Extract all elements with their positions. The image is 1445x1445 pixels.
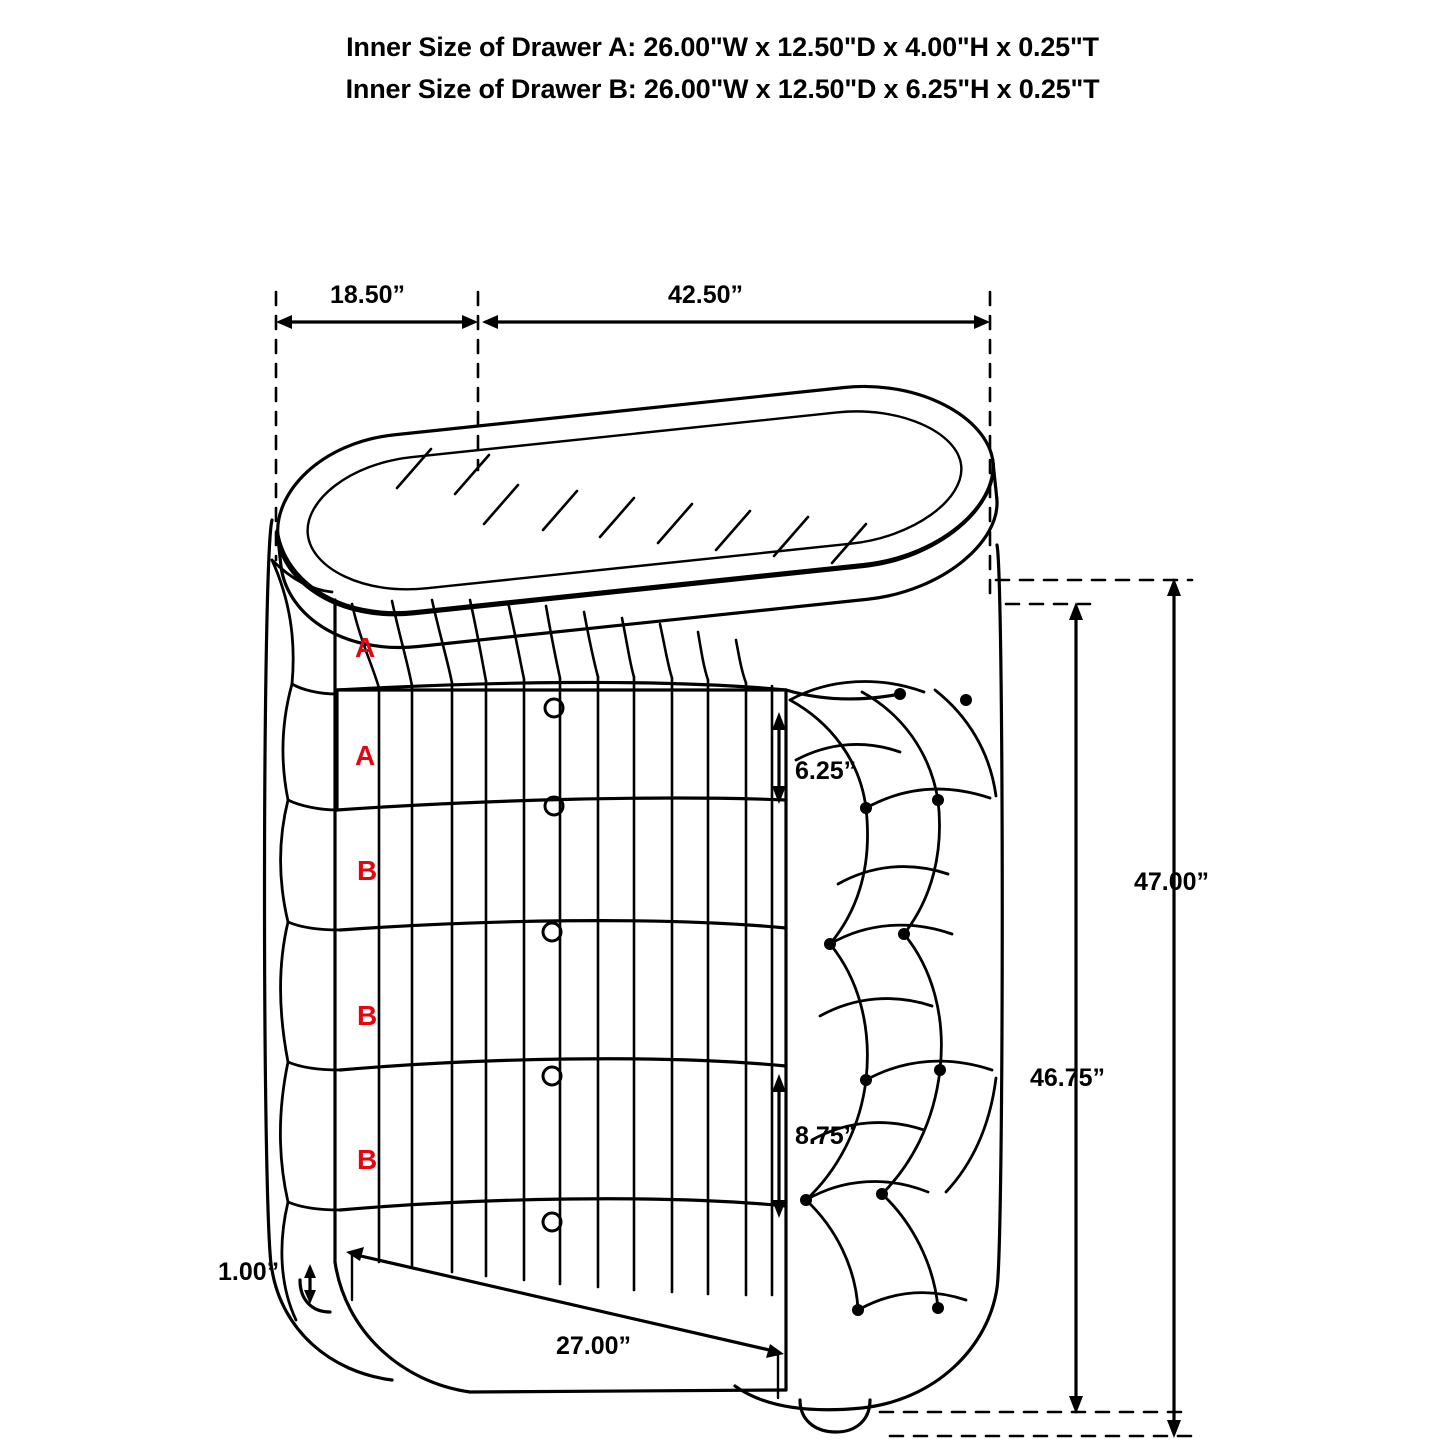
dimension-front-width: 27.00” xyxy=(556,1332,632,1360)
dimension-drawer-a-height: 6.25” xyxy=(795,757,857,785)
drawer-label-2: A xyxy=(355,740,376,771)
dimension-total-height: 47.00” xyxy=(1134,868,1210,896)
drawer-label-1: A xyxy=(355,632,376,663)
drawer-a-inner-size-text: Inner Size of Drawer A: 26.00"W x 12.50"D x 4.00"H x 0.25"T xyxy=(346,32,1099,62)
dimension-body-height: 46.75” xyxy=(1030,1064,1106,1092)
dimension-top-right: 42.50” xyxy=(668,281,744,309)
drawer-label-4: B xyxy=(357,1000,378,1031)
drawer-label-5: B xyxy=(357,1144,378,1175)
dimension-top-left: 18.50” xyxy=(330,281,406,309)
dimension-foot-height: 1.00” xyxy=(218,1258,280,1286)
drawer-label-3: B xyxy=(357,855,378,886)
dimension-drawer-b-height: 8.75” xyxy=(795,1122,857,1150)
drawer-b-inner-size-text: Inner Size of Drawer B: 26.00"W x 12.50"D x 6.25"H x 0.25"T xyxy=(345,74,1100,104)
